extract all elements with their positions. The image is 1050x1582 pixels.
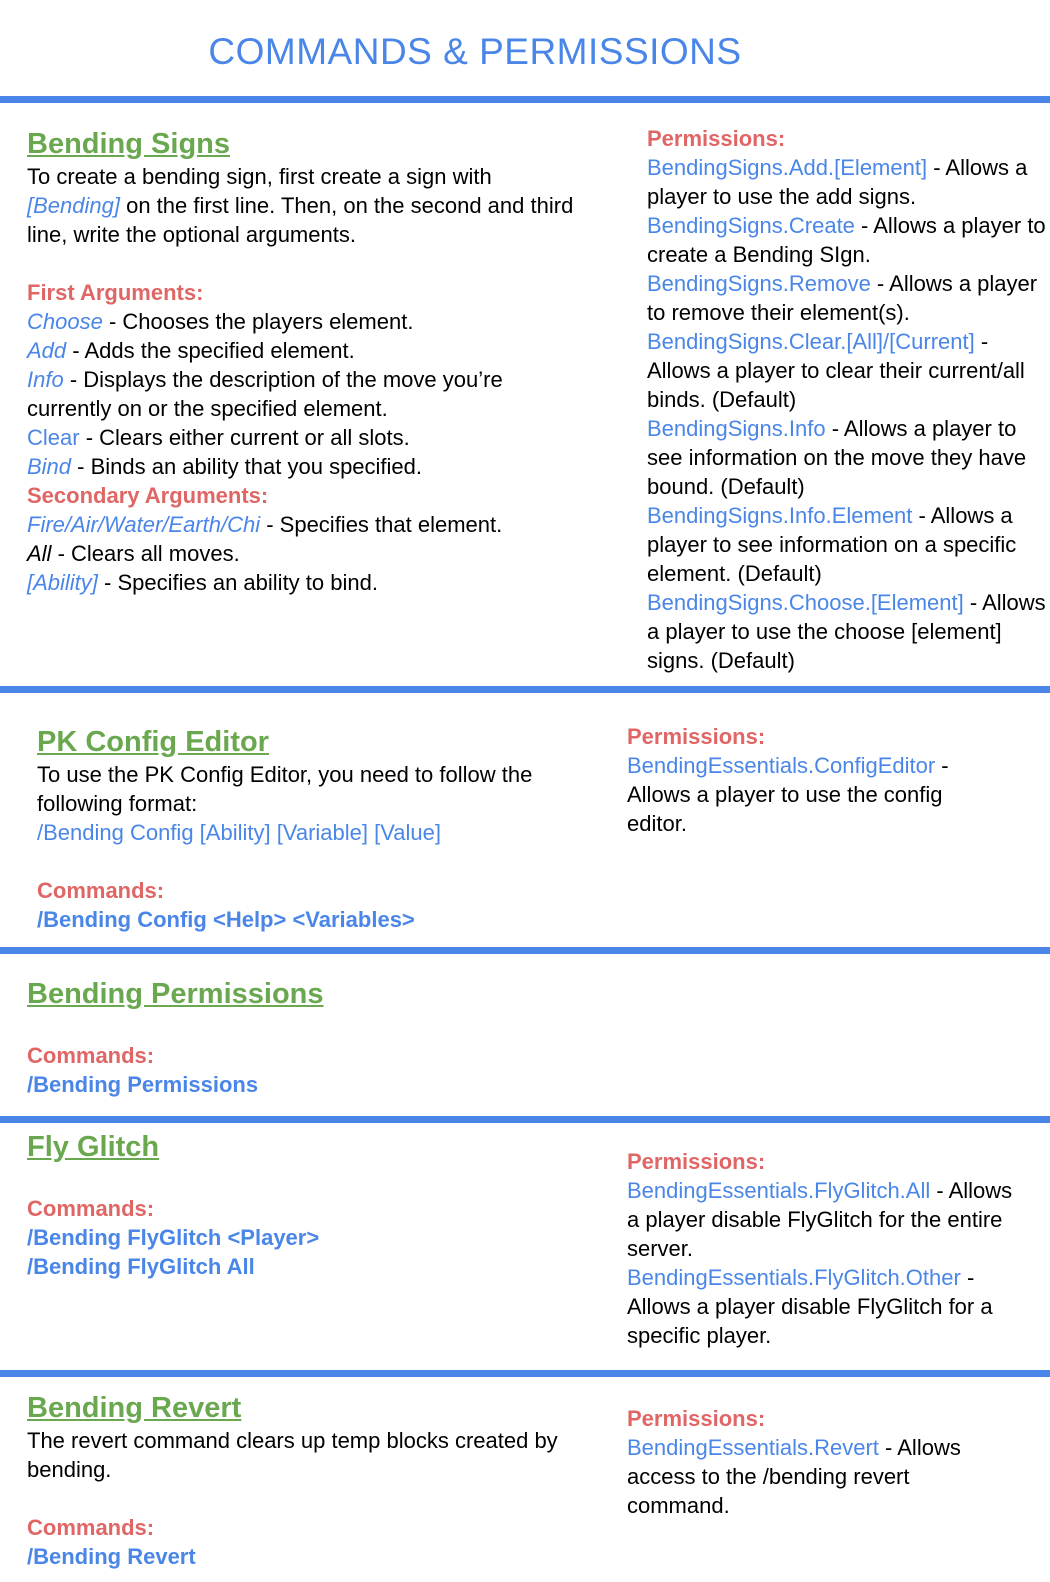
permission-desc: - Allows a player to remove their element(s). xyxy=(647,271,1038,325)
permission-node: BendingEssentials.FlyGlitch.Other xyxy=(627,1265,961,1290)
command-text: /Bending Revert xyxy=(27,1544,196,1569)
flyglitch-heading: Fly Glitch xyxy=(27,1131,160,1163)
permission-item xyxy=(647,211,1047,269)
permission-node: BendingSigns.Add.[Element] xyxy=(647,155,928,180)
config-section xyxy=(37,724,597,934)
revert-intro: The revert command clears up temp blocks created by bending. xyxy=(27,1428,558,1482)
arg-item xyxy=(27,336,587,365)
arg-key: All xyxy=(27,541,52,566)
permission-node: BendingEssentials.FlyGlitch.All xyxy=(627,1178,931,1203)
signs-intro xyxy=(27,162,587,249)
arg-item xyxy=(27,423,587,452)
config-permissions xyxy=(627,722,987,838)
permission-node: BendingSigns.Info.Element xyxy=(647,503,913,528)
page-title: COMMANDS & PERMISSIONS xyxy=(208,31,742,72)
arg-item xyxy=(27,539,587,568)
config-format: /Bending Config [Ability] [Variable] [Value] xyxy=(37,820,441,845)
section-divider xyxy=(0,1370,1050,1377)
permission-node: BendingEssentials.ConfigEditor xyxy=(627,753,936,778)
config-heading: PK Config Editor xyxy=(37,726,269,758)
permission-item xyxy=(627,751,987,838)
command-text: /Bending FlyGlitch All xyxy=(27,1254,255,1279)
arg-key: Fire/Air/Water/Earth/Chi xyxy=(27,512,261,537)
arg-desc: - Specifies that element. xyxy=(260,512,503,537)
signs-intro-code: [Bending] xyxy=(27,193,120,218)
permission-item xyxy=(627,1263,1017,1350)
permission-desc: - Allows a player to clear their current/all binds. (Default) xyxy=(647,329,1025,412)
flyglitch-section xyxy=(27,1129,587,1281)
section-divider xyxy=(0,96,1050,103)
permission-desc: - Allows a player to use the config editor. xyxy=(627,753,949,836)
permissions-section xyxy=(27,976,587,1099)
permission-desc: - Allows a player to use the choose [element] signs. (Default) xyxy=(647,590,1046,673)
arg-item xyxy=(27,452,587,481)
permission-desc: - Allows a player disable FlyGlitch for the entire server. xyxy=(627,1178,1013,1261)
permission-item xyxy=(647,414,1047,501)
arg-key: Bind xyxy=(27,454,72,479)
permission-desc: - Allows a player disable FlyGlitch for a specific player. xyxy=(627,1265,993,1348)
arg-item xyxy=(27,510,587,539)
second-args-label: Secondary Arguments: xyxy=(27,483,269,508)
signs-heading: Bending Signs xyxy=(27,128,230,160)
revert-permissions xyxy=(627,1404,1007,1520)
arg-key: Choose xyxy=(27,309,103,334)
command-text: /Bending Config <Help> <Variables> xyxy=(37,907,415,932)
section-divider xyxy=(0,1116,1050,1123)
signs-intro-text-b: on the first line. Then, on the second and third line, write the optional arguments. xyxy=(27,193,574,247)
arg-item xyxy=(27,365,587,423)
permissions-heading: Bending Permissions xyxy=(27,978,324,1010)
permission-node: BendingSigns.Clear.[All]/[Current] xyxy=(647,329,975,354)
arg-item xyxy=(27,307,587,336)
permissions-label: Permissions: xyxy=(627,1149,766,1174)
permissions-label: Permissions: xyxy=(647,126,786,151)
permission-node: BendingSigns.Create xyxy=(647,213,855,238)
permission-desc: - Allows access to the /bending revert command. xyxy=(627,1435,961,1518)
signs-section xyxy=(27,126,587,597)
commands-label: Commands: xyxy=(27,1196,155,1221)
permission-node: BendingEssentials.Revert xyxy=(627,1435,879,1460)
arg-desc: - Specifies an ability to bind. xyxy=(97,570,378,595)
revert-section xyxy=(27,1390,587,1571)
section-divider xyxy=(0,947,1050,954)
arg-key: Add xyxy=(27,338,67,363)
commands-label: Commands: xyxy=(27,1515,155,1540)
arg-key: [Ability] xyxy=(27,570,98,595)
arg-desc: - Binds an ability that you specified. xyxy=(71,454,423,479)
permission-desc: - Allows a player to see information on a specific element. (Default) xyxy=(647,503,1017,586)
section-divider xyxy=(0,686,1050,693)
arg-key: Info xyxy=(27,367,64,392)
arg-key: Clear xyxy=(27,425,80,450)
permission-item xyxy=(627,1176,1017,1263)
permissions-label: Permissions: xyxy=(627,1406,766,1431)
permission-node: BendingSigns.Info xyxy=(647,416,826,441)
arg-desc: - Clears all moves. xyxy=(51,541,240,566)
flyglitch-permissions xyxy=(627,1147,1017,1350)
arg-item xyxy=(27,568,587,597)
permission-item xyxy=(627,1433,1007,1520)
signs-intro-text-a: To create a bending sign, first create a sign with xyxy=(27,164,492,189)
commands-label: Commands: xyxy=(27,1043,155,1068)
arg-desc: - Adds the specified element. xyxy=(66,338,355,363)
permission-item xyxy=(647,588,1047,675)
permission-item xyxy=(647,501,1047,588)
arg-desc: - Chooses the players element. xyxy=(102,309,414,334)
permission-desc: - Allows a player to see information on the move they have bound. (Default) xyxy=(647,416,1027,499)
config-intro: To use the PK Config Editor, you need to follow the following format: xyxy=(37,762,533,816)
permission-item xyxy=(647,327,1047,414)
command-text: /Bending Permissions xyxy=(27,1072,259,1097)
permission-node: BendingSigns.Choose.[Element] xyxy=(647,590,964,615)
permission-item xyxy=(647,153,1047,211)
arg-desc: - Displays the description of the move you’re currently on or the specified element. xyxy=(27,367,503,421)
permission-desc: - Allows a player to use the add signs. xyxy=(647,155,1028,209)
command-text: /Bending FlyGlitch <Player> xyxy=(27,1225,320,1250)
arg-desc: - Clears either current or all slots. xyxy=(79,425,410,450)
revert-heading: Bending Revert xyxy=(27,1392,242,1424)
signs-permissions xyxy=(647,124,1047,675)
permissions-label: Permissions: xyxy=(627,724,766,749)
permission-desc: - Allows a player to create a Bending SIgn. xyxy=(647,213,1046,267)
permission-node: BendingSigns.Remove xyxy=(647,271,871,296)
commands-label: Commands: xyxy=(37,878,165,903)
permission-item xyxy=(647,269,1047,327)
first-args-label: First Arguments: xyxy=(27,280,204,305)
